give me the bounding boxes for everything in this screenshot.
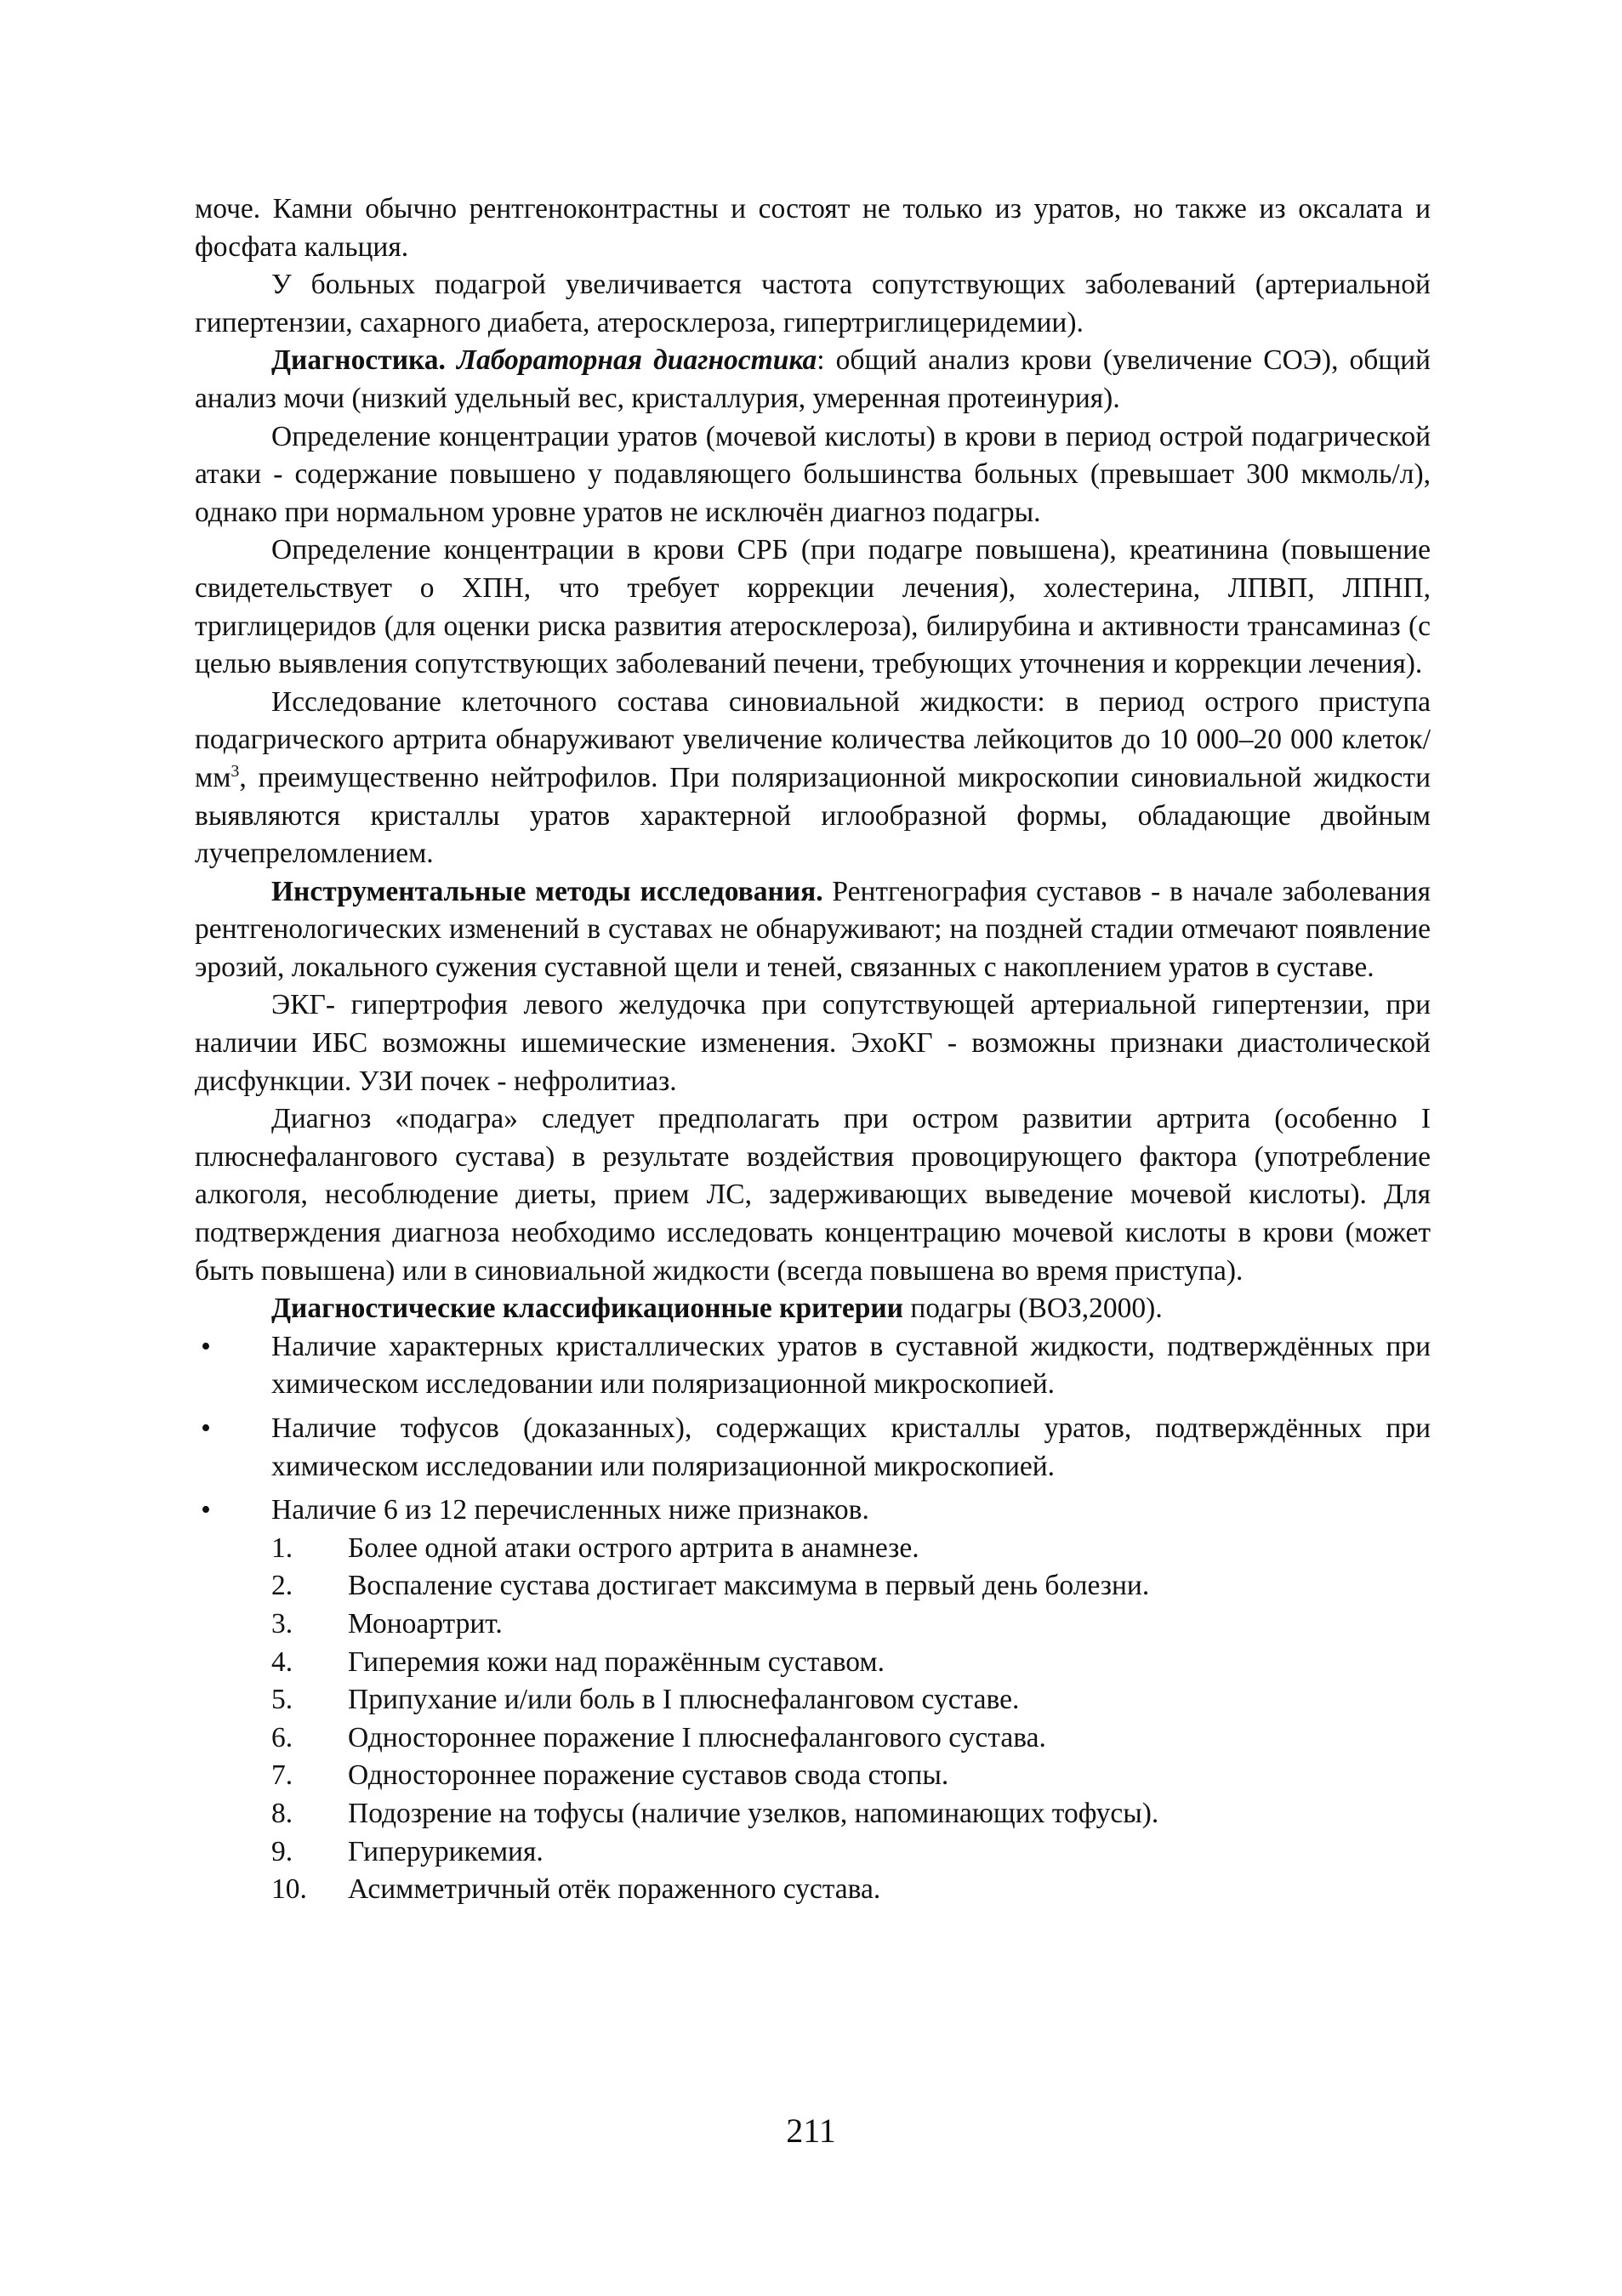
bullet-text: Наличие 6 из 12 перечисленных ниже признаков. — [271, 1494, 869, 1526]
signs-numbered-list — [195, 1530, 1431, 1909]
numbered-item — [195, 1757, 1431, 1795]
bullet-icon: • — [201, 1330, 211, 1362]
numbered-item — [195, 1644, 1431, 1682]
bullet-text: Наличие характерных кристаллических уратов в суставной жидкости, подтверждённых при химическом исследовании или поляризационной микроскопией. — [271, 1330, 1431, 1401]
subheading-lab-diagnostics: Лабораторная диагностика — [457, 344, 817, 377]
paragraph-urate-concentration — [195, 418, 1431, 532]
item-text: Моноартрит. — [348, 1607, 503, 1640]
item-number: 5. — [271, 1684, 293, 1716]
bullet-item — [195, 1328, 1431, 1404]
item-number: 3. — [271, 1607, 293, 1640]
heading-instrumental-methods: Инструментальные методы исследования. — [271, 875, 823, 907]
paragraph-text: подагры (ВОЗ,2000). — [902, 1293, 1163, 1325]
numbered-item — [195, 1681, 1431, 1719]
heading-classification-criteria: Диагностические классификационные критерии — [271, 1293, 903, 1325]
paragraph-criteria-heading — [195, 1290, 1431, 1328]
item-text: Более одной атаки острого артрита в анамнезе. — [348, 1532, 919, 1564]
item-text: Одностороннее поражение суставов свода стопы. — [348, 1759, 949, 1792]
paragraph-text: Определение концентрации в крови СРБ (при подагре повышена), креатинина (повышение свидетельствует о ХПН, что требует коррекции лечения), холестерина, ЛПВП, ЛПНП, триглицеридов (для оценки риска развития атеросклероза), билирубина и активности трансаминаз (с целью выявления сопутствующих заболеваний печени, требующих уточнения и коррекции лечения). — [195, 534, 1431, 680]
bullet-item — [195, 1492, 1431, 1530]
numbered-item — [195, 1719, 1431, 1758]
bullet-text: Наличие тофусов (доказанных), содержащих кристаллы уратов, подтверждённых при химическом исследовании или поляризационной микроскопией. — [271, 1412, 1431, 1482]
paragraph-text: Определение концентрации уратов (мочевой кислоты) в крови в период острой подагрической атаки - содержание повышено у подавляющего большинства больных (превышает 300 мкмоль/л), однако при нормальном уровне уратов не исключён диагноз подагры. — [195, 420, 1431, 528]
body-text — [195, 190, 1431, 1909]
paragraph-text: ЭКГ- гипертрофия левого желудочка при сопутствующей артериальной гипертензии, при наличии ИБС возможны ишемические изменения. ЭхоКГ - возможны признаки диастолической дисфункции. УЗИ почек - нефролитиаз. — [195, 989, 1431, 1097]
paragraph-text: : общий анализ крови (увеличение СОЭ), общий анализ мочи (низкий удельный вес, кристаллурия, умеренная протеинурия). — [195, 344, 1431, 414]
paragraph-diagnosis-gout — [195, 1100, 1431, 1290]
heading-diagnostics: Диагностика. — [271, 344, 446, 377]
item-text: Подозрение на тофусы (наличие узелков, напоминающих тофусы). — [348, 1797, 1159, 1829]
numbered-item — [195, 1833, 1431, 1872]
paragraph-text: Рентгенография суставов - в начале заболевания рентгенологических изменений в суставах не обнаруживают; на поздней стадии отмечают появление эрозий, локального сужения суставной щели и теней, связанных с накоплением уратов в суставе. — [195, 875, 1431, 983]
bullet-icon: • — [201, 1494, 211, 1526]
numbered-item — [195, 1795, 1431, 1833]
paragraph-synovial-fluid — [195, 684, 1431, 873]
paragraph-instrumental-methods — [195, 873, 1431, 987]
paragraph-ecg — [195, 986, 1431, 1100]
item-number: 4. — [271, 1645, 293, 1678]
paragraph-text: , преимущественно нейтрофилов. При поляризационной микроскопии синовиальной жидкости выявляются кристаллы уратов характерной иглообразной формы, обладающие двойным лучепреломлением. — [195, 761, 1431, 870]
paragraph-comorbidities — [195, 266, 1431, 342]
item-text: Гиперемия кожи над поражённым суставом. — [348, 1645, 885, 1678]
item-text: Припухание и/или боль в I плюснефаланговом суставе. — [348, 1684, 1020, 1716]
bullet-icon: • — [201, 1412, 211, 1444]
numbered-item — [195, 1567, 1431, 1605]
numbered-item — [195, 1530, 1431, 1568]
item-text: Гиперурикемия. — [348, 1835, 544, 1867]
paragraph-text: У больных подагрой увеличивается частота сопутствующих заболеваний (артериальной гипертензии, сахарного диабета, атеросклероза, гипертриглицеридемии). — [195, 269, 1431, 338]
superscript: 3 — [230, 761, 240, 781]
paragraph-diagnostics — [195, 342, 1431, 418]
numbered-item — [195, 1605, 1431, 1644]
item-number: 7. — [271, 1759, 293, 1792]
item-number: 6. — [271, 1721, 293, 1753]
item-number: 10. — [271, 1873, 307, 1906]
numbered-item — [195, 1871, 1431, 1909]
item-number: 2. — [271, 1570, 293, 1602]
paragraph-continuation — [195, 190, 1431, 266]
paragraph-text: Диагноз «подагра» следует предполагать при остром развитии артрита (особенно I плюснефалангового сустава) в результате воздействия провоцирующего фактора (употребление алкоголя, несоблюдение диеты, прием ЛС, задерживающих выведение мочевой кислоты). Для подтверждения диагноза необходимо исследовать концентрацию мочевой кислоты в крови (может быть повышена) или в синовиальной жидкости (всегда повышена во время приступа). — [195, 1103, 1431, 1287]
item-text: Воспаление сустава достигает максимума в первый день болезни. — [348, 1570, 1150, 1602]
item-text: Одностороннее поражение I плюснефалангового сустава. — [348, 1721, 1046, 1753]
item-number: 1. — [271, 1532, 293, 1564]
criteria-bullet-list — [195, 1328, 1431, 1530]
item-text: Асимметричный отёк пораженного сустава. — [348, 1873, 881, 1906]
paragraph-text: моче. Камни обычно рентгеноконтрастны и состоят не только из уратов, но также из оксалата и фосфата кальция. — [195, 193, 1431, 263]
item-number: 8. — [271, 1797, 293, 1829]
paragraph-blood-markers — [195, 531, 1431, 683]
page-number: 211 — [786, 2111, 836, 2150]
item-number: 9. — [271, 1835, 293, 1867]
bullet-item — [195, 1410, 1431, 1486]
paragraph-text: Исследование клеточного состава синовиальной жидкости: в период острого приступа подагрического артрита обнаруживают увеличение количества лейкоцитов до 10 000–20 000 клеток/мм — [195, 685, 1431, 793]
